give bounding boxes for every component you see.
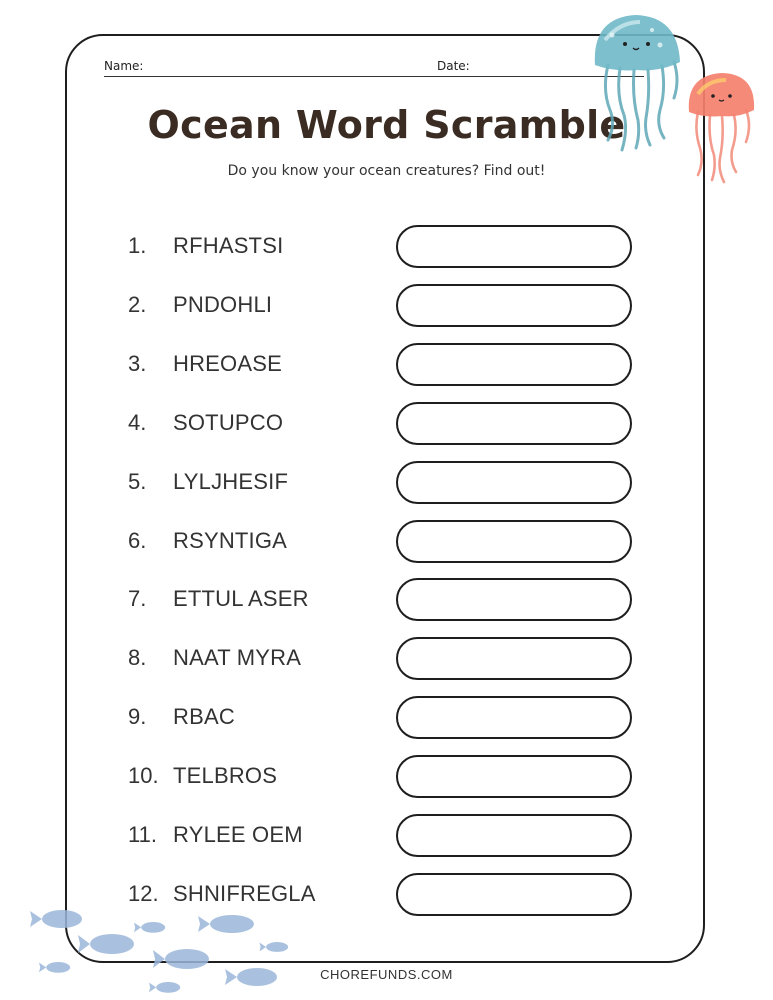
scrambled-word: SOTUPCO [173,409,284,435]
item-number: 9. [128,704,147,730]
answer-box[interactable] [396,520,632,563]
footer-site: CHOREFUNDS.COM [320,967,453,982]
jellyfish-pink-icon [686,70,758,185]
answer-box[interactable] [396,343,632,386]
scramble-item [128,402,648,442]
answer-box[interactable] [396,578,632,621]
scramble-item [128,755,648,795]
scramble-item [128,284,648,324]
item-number: 11. [128,822,157,847]
page-subtitle: Do you know your ocean creatures? Find out! [227,163,546,179]
item-number: 6. [128,527,147,553]
item-number: 1. [128,233,147,258]
item-number: 2. [128,291,147,317]
scramble-item [128,814,648,854]
answer-box[interactable] [396,873,632,916]
answer-box[interactable] [396,637,632,680]
scrambled-word: HREOASE [173,350,282,376]
item-number: 3. [128,350,147,376]
answer-box[interactable] [396,284,632,327]
fish-school-icon [30,900,310,1000]
item-number: 4. [128,409,147,435]
jellyfish-blue-icon [590,10,685,155]
answer-box[interactable] [396,402,632,445]
page-title: Ocean Word Scramble [147,103,626,147]
item-number: 10. [128,763,159,789]
item-number: 12. [128,880,159,906]
answer-box[interactable] [396,225,632,268]
date-label: Date: [437,59,470,73]
name-date-line [104,76,644,77]
scrambled-word: RYLEE OEM [173,822,303,847]
scrambled-word: SHNIFREGLA [173,880,316,906]
answer-box[interactable] [396,461,632,504]
scrambled-word: TELBROS [173,763,278,789]
scrambled-word: RSYNTIGA [173,527,288,553]
item-number: 5. [128,468,147,494]
scrambled-word: ETTUL ASER [173,586,309,612]
scramble-item [128,696,648,736]
answer-box[interactable] [396,696,632,739]
scramble-item [128,343,648,383]
scrambled-word: PNDOHLI [173,291,273,317]
scrambled-word: LYLJHESIF [173,468,289,494]
scramble-item [128,578,648,618]
scramble-item [128,637,648,677]
name-label: Name: [104,59,144,73]
scrambled-word: RBAC [173,704,235,730]
answer-box[interactable] [396,814,632,857]
scramble-item [128,520,648,560]
scramble-item [128,461,648,501]
scrambled-word: NAAT MYRA [173,645,302,671]
item-number: 7. [128,586,147,612]
item-number: 8. [128,645,147,671]
scramble-item [128,225,648,265]
scrambled-word: RFHASTSI [173,233,284,258]
answer-box[interactable] [396,755,632,798]
